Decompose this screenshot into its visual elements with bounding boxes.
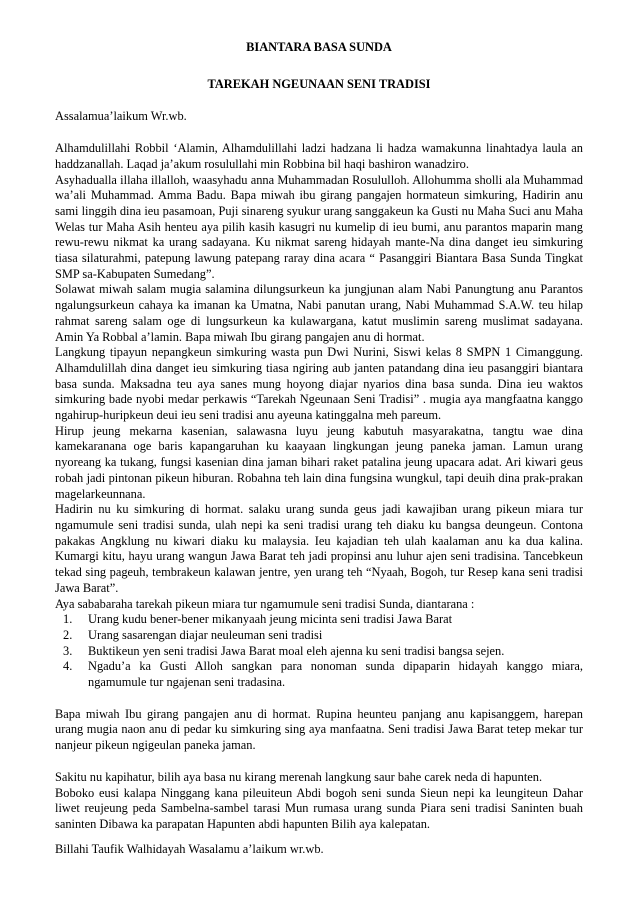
list-item-number: 2. (63, 627, 73, 642)
list-item (55, 612, 583, 628)
paragraph-closing-hope: Bapa miwah Ibu girang pangajen anu di hormat. Rupina heunteu panjang anu kapisanggem, harepan urang mugia naon anu di pedar ku simkuring sing aya manfaatna. Seni tradisi Jawa Barat tetep mekar tur nanjeur pikeun ngigeulan paneka jaman. (55, 706, 583, 753)
paragraph-opening-prayer: Alhamdulillahi Robbil ‘Alamin, Alhamdulillahi ladzi hadzana li hadza wamakunna linahtadya laula an haddzanallah. Laqad ja’akum rosulullahi min Robbina bil haqi bashiron wanadziro. (55, 141, 583, 171)
document-title: BIANTARA BASA SUNDA (246, 40, 392, 54)
paragraph-art-development: Hirup jeung mekarna kasenian, salawasna luyu jeung kabutuh masyarakatna, tangtu wae dina kamekaranana oge baris kapangaruhan ku kaayaan lingkungan jeung paneka jaman. Lamun urang nyoreang ka tukang, fungsi kasenian dina jaman bihari raket patalina jeung upacara adat. Ari kiwari geus robah jadi pintonan pikeun hiburan. Robahna teh lain dina fungsina wungkul, tapi deuih dina prak-prakan magelarkeunnana. (55, 423, 583, 501)
list-item-text: Ngadu’a ka Gusti Alloh sangkan para nonoman sunda dipaparin hidayah kanggo miara, ngamumule tur ngajenan seni tradasina. (88, 659, 583, 690)
list-item (55, 659, 583, 690)
list-item-text: Urang sasarengan diajar neuleuman seni tradisi (88, 627, 323, 642)
paragraph-apology: Sakitu nu kapihatur, bilih aya basa nu kirang merenah langkung saur bahe carek neda di hapunten. (55, 769, 543, 784)
paragraph-preservation-duty: Hadirin nu ku simkuring di hormat. salaku urang sunda geus jadi kawajiban urang pikeun miara tur ngamumule seni tradisi sunda, ulah nepi ka seni tradisi urang teh diaku ku bangsa deungeun. Contona pakakas Angklung nu kiwari diaku ku malaysia. Ieu kajadian teh ulah kaalaman anu ka dua kalina. Kumargi kitu, hayu urang wangun Jawa Barat teh jadi propinsi anu luhur ajen seni tradisina. Tancebkeun tekad sing pageuh, tembrakeun kalawan jentre, yen urang teh “Nyaah, Bogoh, tur Resep kana seni tradisi Jawa Barat”. (55, 502, 583, 595)
closing-salutation: Billahi Taufik Walhidayah Wasalamu a’laikum wr.wb. (55, 841, 324, 856)
paragraph-salawat: Solawat miwah salam mugia salamina dilungsurkeun ka jungjunan alam Nabi Panungtung anu Parantos ngalungsurkeun cahaya ka imanan ka Umatna, Nabi panutan urang, Nabi Muhammad S.A.W. teu hilap rahmat sareng salam oge di lungsurkeun ka kulawargana, katut muslimin sareng muslimat sadayana. Amin Ya Robbal a’lamin. Bapa miwah Ibu girang pangajen anu di hormat. (55, 282, 583, 344)
list-item (55, 628, 583, 644)
efforts-list (55, 612, 583, 691)
list-item-text: Urang kudu bener-bener mikanyaah jeung micinta seni tradisi Jawa Barat (88, 612, 453, 627)
list-item-number: 4. (63, 659, 73, 674)
paragraph-pantun: Boboko eusi kalapa Ninggang kana pileuiteun Abdi bogoh seni sunda Sieun nepi ka leungiteun Dahar liwet reujeung peda Sambelna-sambel tarasi Mun rumasa urang sunda Piara seni tradisi Saninten buah saninten Dibawa ka parapatan Hapunten abdi hapunten Bilih aya kalepatan. (55, 785, 583, 831)
paragraph-list-intro: Aya sababaraha tarekah pikeun miara tur ngamumule seni tradisi Sunda, diantarana : (55, 596, 475, 611)
list-item (55, 644, 583, 660)
list-item-number: 1. (63, 612, 73, 627)
paragraph-introduction: Langkung tipayun nepangkeun simkuring wasta pun Dwi Nurini, Siswi kelas 8 SMPN 1 Cimanggung. Alhamdulillah dina danget ieu simkuring tiasa ngiring aub janten patandang dina ieu pasanggiri biantara basa sunda. Maksadna teu aya sanes mung hoyong diajar nyarios dina basa sunda. Dina ieu waktos simkuring bade nyobi medar perkawis “Tarekah Ngeunaan Seni Tradisi” . mugia aya mangfaatna kanggo ngahirup-huripkeun deui ieu seni tradisi anu ayeuna katinggalna meh pareum. (55, 345, 583, 423)
paragraph-shahada-and-praise: Asyhadualla illaha illalloh, waasyhadu anna Muhammadan Rosululloh. Allohumma sholli ala Muhammad wa’ali Muhammad. Amma Badu. Bapa miwah ibu girang pangajen hormateun simkuring, Hadirin anu sami linggih dina ieu pasamoan, Puji sinareng syukur urang sanggakeun ka Gusti nu Maha Suci anu Maha Welas tur Maha Asih henteu aya pilih kasih kasugri nu kumelip di ieu bumi, anu parantos maparin mang rewu-rewu nikmat ka urang sadayana. Ku nikmat sareng hidayah mante-Na dina danget ieu simkuring tiasa silaturahmi, patepung lawung patepang raray dina acara “ Pasanggiri Biantara Basa Sunda Tingkat SMP sa-Kabupaten Sumedang”. (55, 172, 583, 281)
list-item-text: Buktikeun yen seni tradisi Jawa Barat moal eleh ajenna ku seni tradisi bangsa sejen. (88, 643, 505, 658)
greeting: Assalamua’laikum Wr.wb. (55, 109, 187, 124)
list-item-number: 3. (63, 643, 73, 658)
document-subtitle: TAREKAH NGEUNAAN SENI TRADISI (207, 76, 431, 91)
